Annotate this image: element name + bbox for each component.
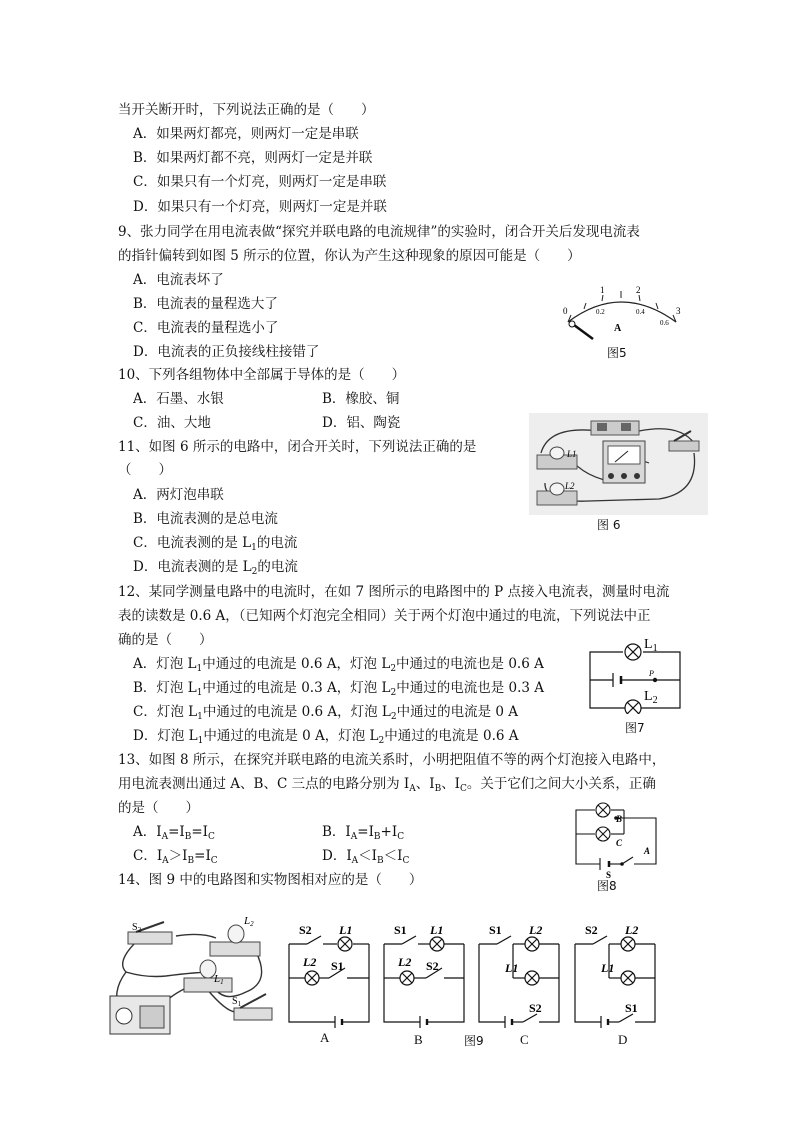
dial-small-tick-04: 0.4: [636, 308, 645, 316]
c-label-s2: S2: [529, 1001, 542, 1015]
d-label-l1: L1: [601, 961, 615, 975]
ammeter-dial-figure: [556, 284, 686, 344]
figure-7-caption: 图7: [625, 721, 645, 735]
q12-stem-line3: 确的是（ ）: [118, 632, 213, 648]
dial-tick-2: 2: [636, 285, 641, 295]
d-label-s1: S1: [625, 1001, 638, 1015]
option-d-circuit-diagram[interactable]: [571, 920, 663, 1028]
option-d-label[interactable]: D: [618, 1032, 628, 1047]
figure-8-caption: 图8: [597, 879, 617, 893]
q11-option-a[interactable]: A．两灯泡串联: [133, 487, 224, 503]
q11-option-d[interactable]: D．电流表测的是 $L_2$的电流: [133, 559, 298, 577]
q12-stem-line1: 12、某同学测量电路中的电流时，在如 7 图所示的电路图中的 P 点接入电流表，测量时电流: [118, 584, 670, 600]
a-label-l1: L1: [339, 923, 353, 937]
figure-9-caption: 图9: [464, 1034, 484, 1048]
dial-small-tick-02: 0.2: [596, 308, 605, 316]
b-label-l1: L1: [430, 923, 444, 937]
q13-option-b[interactable]: B．$I_A=I_B+I_C$: [322, 824, 405, 842]
a-label-s1: S1: [331, 959, 344, 973]
dial-tick-1: 1: [600, 285, 605, 295]
circuit-photo-figure-6: [529, 413, 708, 515]
option-a-label[interactable]: A: [320, 1030, 330, 1045]
q11-paren: （ ）: [118, 462, 172, 478]
q12-option-d[interactable]: D．灯泡 $L_1$中通过的电流是 0 A，灯泡 $L_2$中通过的电流是 0.6 A: [133, 728, 519, 746]
photo-label-l1: L1: [214, 973, 224, 986]
q10-stem: 10、下列各组物体中全部属于导体的是（ ）: [118, 367, 406, 383]
photo-label-s1: $S_1$: [232, 996, 242, 1008]
c-label-l2: L2: [529, 923, 543, 937]
d-label-s2: S2: [585, 923, 598, 937]
q8-stem: 当开关断开时，下列说法正确的是（ ）: [118, 102, 375, 118]
c-label-l1: L1: [505, 961, 519, 975]
diagram-label-p: P: [649, 669, 654, 678]
q12-option-a[interactable]: A．灯泡 $L_1$中通过的电流是 0.6 A，灯泡 $L_2$中通过的电流也是 0.6 A: [133, 656, 544, 674]
q10-option-a[interactable]: A．石墨、水银: [133, 391, 224, 407]
b-label-s2: S2: [426, 959, 439, 973]
q13-stem-line2: 用电流表测出通过 A、B、C 三点的电路分别为 $I_A$、$I_B$、$I_C$。关于它们之间大小关系，正确: [118, 776, 656, 794]
photo-label-l2: L2: [565, 481, 575, 491]
dial-small-tick-06: 0.6: [660, 319, 669, 327]
q9-stem-line1: 9、张力同学在用电流表做“探究并联电路的电流规律”的实验时，闭合开关后发现电流表: [118, 224, 640, 240]
q14-stem: 14、图 9 中的电路图和实物图相对应的是（ ）: [118, 872, 423, 888]
q11-stem: 11、如图 6 所示的电路中，闭合开关时，下列说法正确的是: [118, 439, 477, 455]
figure-5-caption: 图5: [607, 346, 627, 360]
circuit-diagram-figure-8: [556, 796, 662, 880]
diagram-label-b: B: [616, 814, 623, 824]
q8-option-b[interactable]: B．如果两灯都不亮，则两灯一定是并联: [133, 150, 373, 166]
q9-option-c[interactable]: C．电流表的量程选小了: [133, 320, 279, 336]
diagram-label-a: A: [644, 846, 651, 856]
option-b-label[interactable]: B: [414, 1032, 423, 1047]
q12-option-b[interactable]: B．灯泡 $L_1$中通过的电流是 0.3 A，灯泡 $L_2$中通过的电流也是 0.3 A: [133, 680, 545, 698]
q13-stem-line3: 的是（ ）: [118, 800, 199, 816]
diagram-label-c: C: [616, 838, 623, 848]
q12-stem-line2: 表的读数是 0.6 A，（已知两个灯泡完全相同）关于两个灯泡中通过的电流，下列说法中正: [118, 608, 651, 624]
option-c-circuit-diagram[interactable]: [475, 920, 567, 1028]
b-label-l2: L2: [398, 955, 412, 969]
dial-unit: A: [614, 323, 622, 334]
q9-stem-line2: 的指针偏转到如图 5 所示的位置，你认为产生这种现象的原因可能是（ ）: [118, 248, 581, 264]
diagram-label-l2: $L_2$: [644, 689, 658, 706]
q10-option-c[interactable]: C．油、大地: [133, 415, 211, 431]
photo-label-l2: L2: [244, 915, 254, 928]
dial-needle: [574, 325, 593, 339]
b-label-s1: S1: [394, 923, 407, 937]
a-label-l2: L2: [303, 955, 317, 969]
q11-option-b[interactable]: B．电流表测的是总电流: [133, 511, 278, 527]
q8-option-a[interactable]: A．如果两灯都亮，则两灯一定是串联: [133, 126, 359, 142]
q10-option-d[interactable]: D．铝、陶瓷: [322, 415, 401, 431]
c-label-s1: S1: [489, 923, 502, 937]
diagram-label-l1: $L_1$: [644, 637, 658, 654]
d-label-l2: L2: [625, 923, 639, 937]
option-b-circuit-diagram[interactable]: [380, 920, 472, 1028]
option-a-circuit-diagram[interactable]: [285, 920, 377, 1028]
figure-6-caption: 图 6: [597, 518, 621, 532]
q8-option-d[interactable]: D．如果只有一个灯亮，则两灯一定是并联: [133, 199, 387, 215]
q10-option-b[interactable]: B．橡胶、铜: [322, 391, 400, 407]
q13-option-a[interactable]: A．$I_A=I_B=I_C$: [133, 824, 215, 842]
q13-stem-line1: 13、如图 8 所示，在探究并联电路的电流关系时，小明把阻值不等的两个灯泡接入电路中，: [118, 752, 666, 768]
dial-tick-3: 3: [676, 306, 681, 316]
q13-option-d[interactable]: D．$I_A<I_B<I_C$: [322, 848, 410, 866]
q11-option-c[interactable]: C．电流表测的是 $L_1$的电流: [133, 535, 298, 553]
photo-label-l1: L1: [567, 449, 577, 459]
dial-tick-0: 0: [563, 306, 568, 316]
photo-label-s2: $S_2$: [132, 922, 142, 934]
q9-option-d[interactable]: D．电流表的正负接线柱接错了: [133, 344, 320, 360]
diagram-label-s: S: [606, 870, 612, 880]
q13-option-c[interactable]: C．$I_A>I_B=I_C$: [133, 848, 218, 866]
q9-option-b[interactable]: B．电流表的量程选大了: [133, 296, 278, 312]
q8-option-c[interactable]: C．如果只有一个灯亮，则两灯一定是串联: [133, 174, 387, 190]
option-c-label[interactable]: C: [520, 1032, 529, 1047]
q12-option-c[interactable]: C．灯泡 $L_1$中通过的电流是 0.6 A，灯泡 $L_2$中通过的电流是 0 A: [133, 704, 519, 722]
a-label-s2: S2: [299, 923, 312, 937]
q9-option-a[interactable]: A．电流表坏了: [133, 272, 224, 288]
circuit-diagram-figure-7: [585, 628, 685, 714]
circuit-photo-figure-9: [106, 912, 282, 1036]
